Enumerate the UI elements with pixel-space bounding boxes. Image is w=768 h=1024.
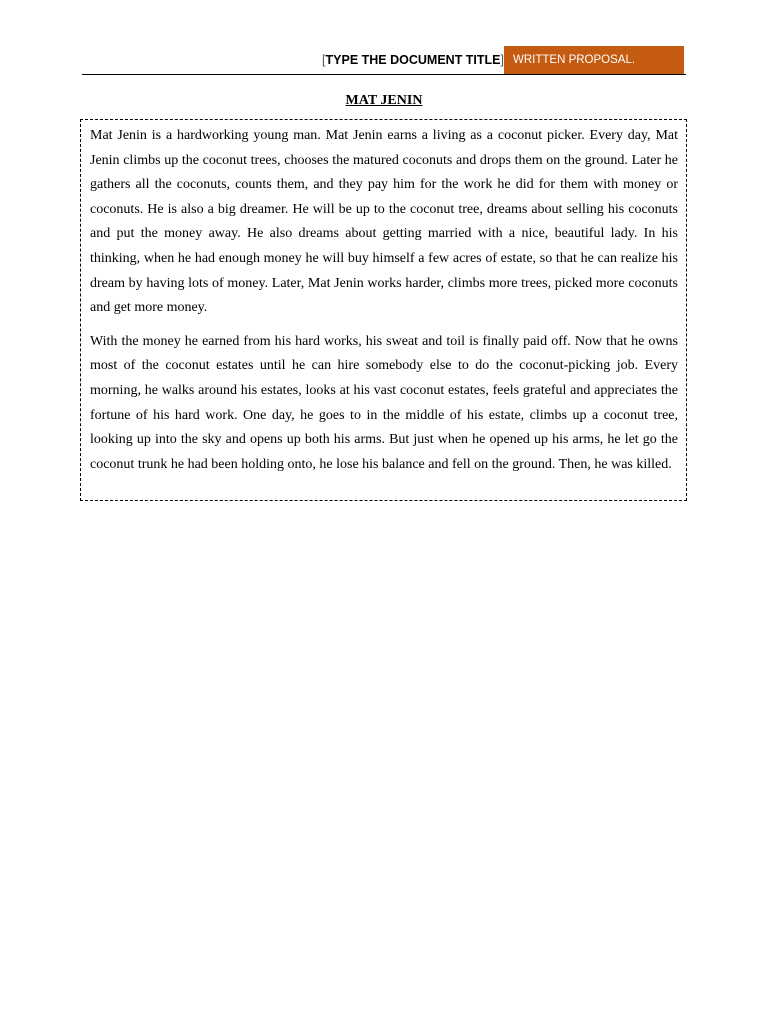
story-paragraph-2: With the money he earned from his hard works, his sweat and toil is finally paid off. Now that he owns most of the coconut estates until he can hire somebody else to do the coconut-picking job. Every morning, he walks around his estates, looks at his vast coconut estates, feels grateful and appreciates the fortune of his hard work. One day, he goes to in the middle of his estate, climbs up a coconut tree, looking up into the sky and opens up both his arms. But just when he opened up his arms, he let go the coconut trunk he had been holding onto, he lose his balance and fell on the ground. Then, he was killed. <box>90 333 678 472</box>
title-bracket-close: ] <box>500 53 504 67</box>
header-divider <box>82 74 686 75</box>
document-heading: MAT JENIN <box>345 93 423 108</box>
story-paragraph-1: Mat Jenin is a hardworking young man. Mat Jenin earns a living as a coconut picker. Every day, Mat Jenin climbs up the coconut trees, chooses the matured coconuts and drops them on the ground. Later he gathers all the coconuts, counts them, and they pay him for the work he did for them with money or coconuts. He is also a big dreamer. He will be up to the coconut tree, dreams about selling his coconuts and put the money away. He also dreams about getting married with a nice, beautiful lady. In his thinking, when he had enough money he will buy himself a few acres of estate, so that he can realize his dream by having lots of money. Later, Mat Jenin works harder, climbs more trees, picked more coconuts and get more money. <box>90 128 678 316</box>
title-bracket-open: [ <box>322 53 326 67</box>
document-title-placeholder[interactable] <box>322 46 504 75</box>
document-title-text: TYPE THE DOCUMENT TITLE <box>325 53 501 67</box>
story-text-box <box>80 119 687 501</box>
header-badge: WRITTEN PROPOSAL. <box>504 46 684 75</box>
page-header <box>82 46 686 76</box>
